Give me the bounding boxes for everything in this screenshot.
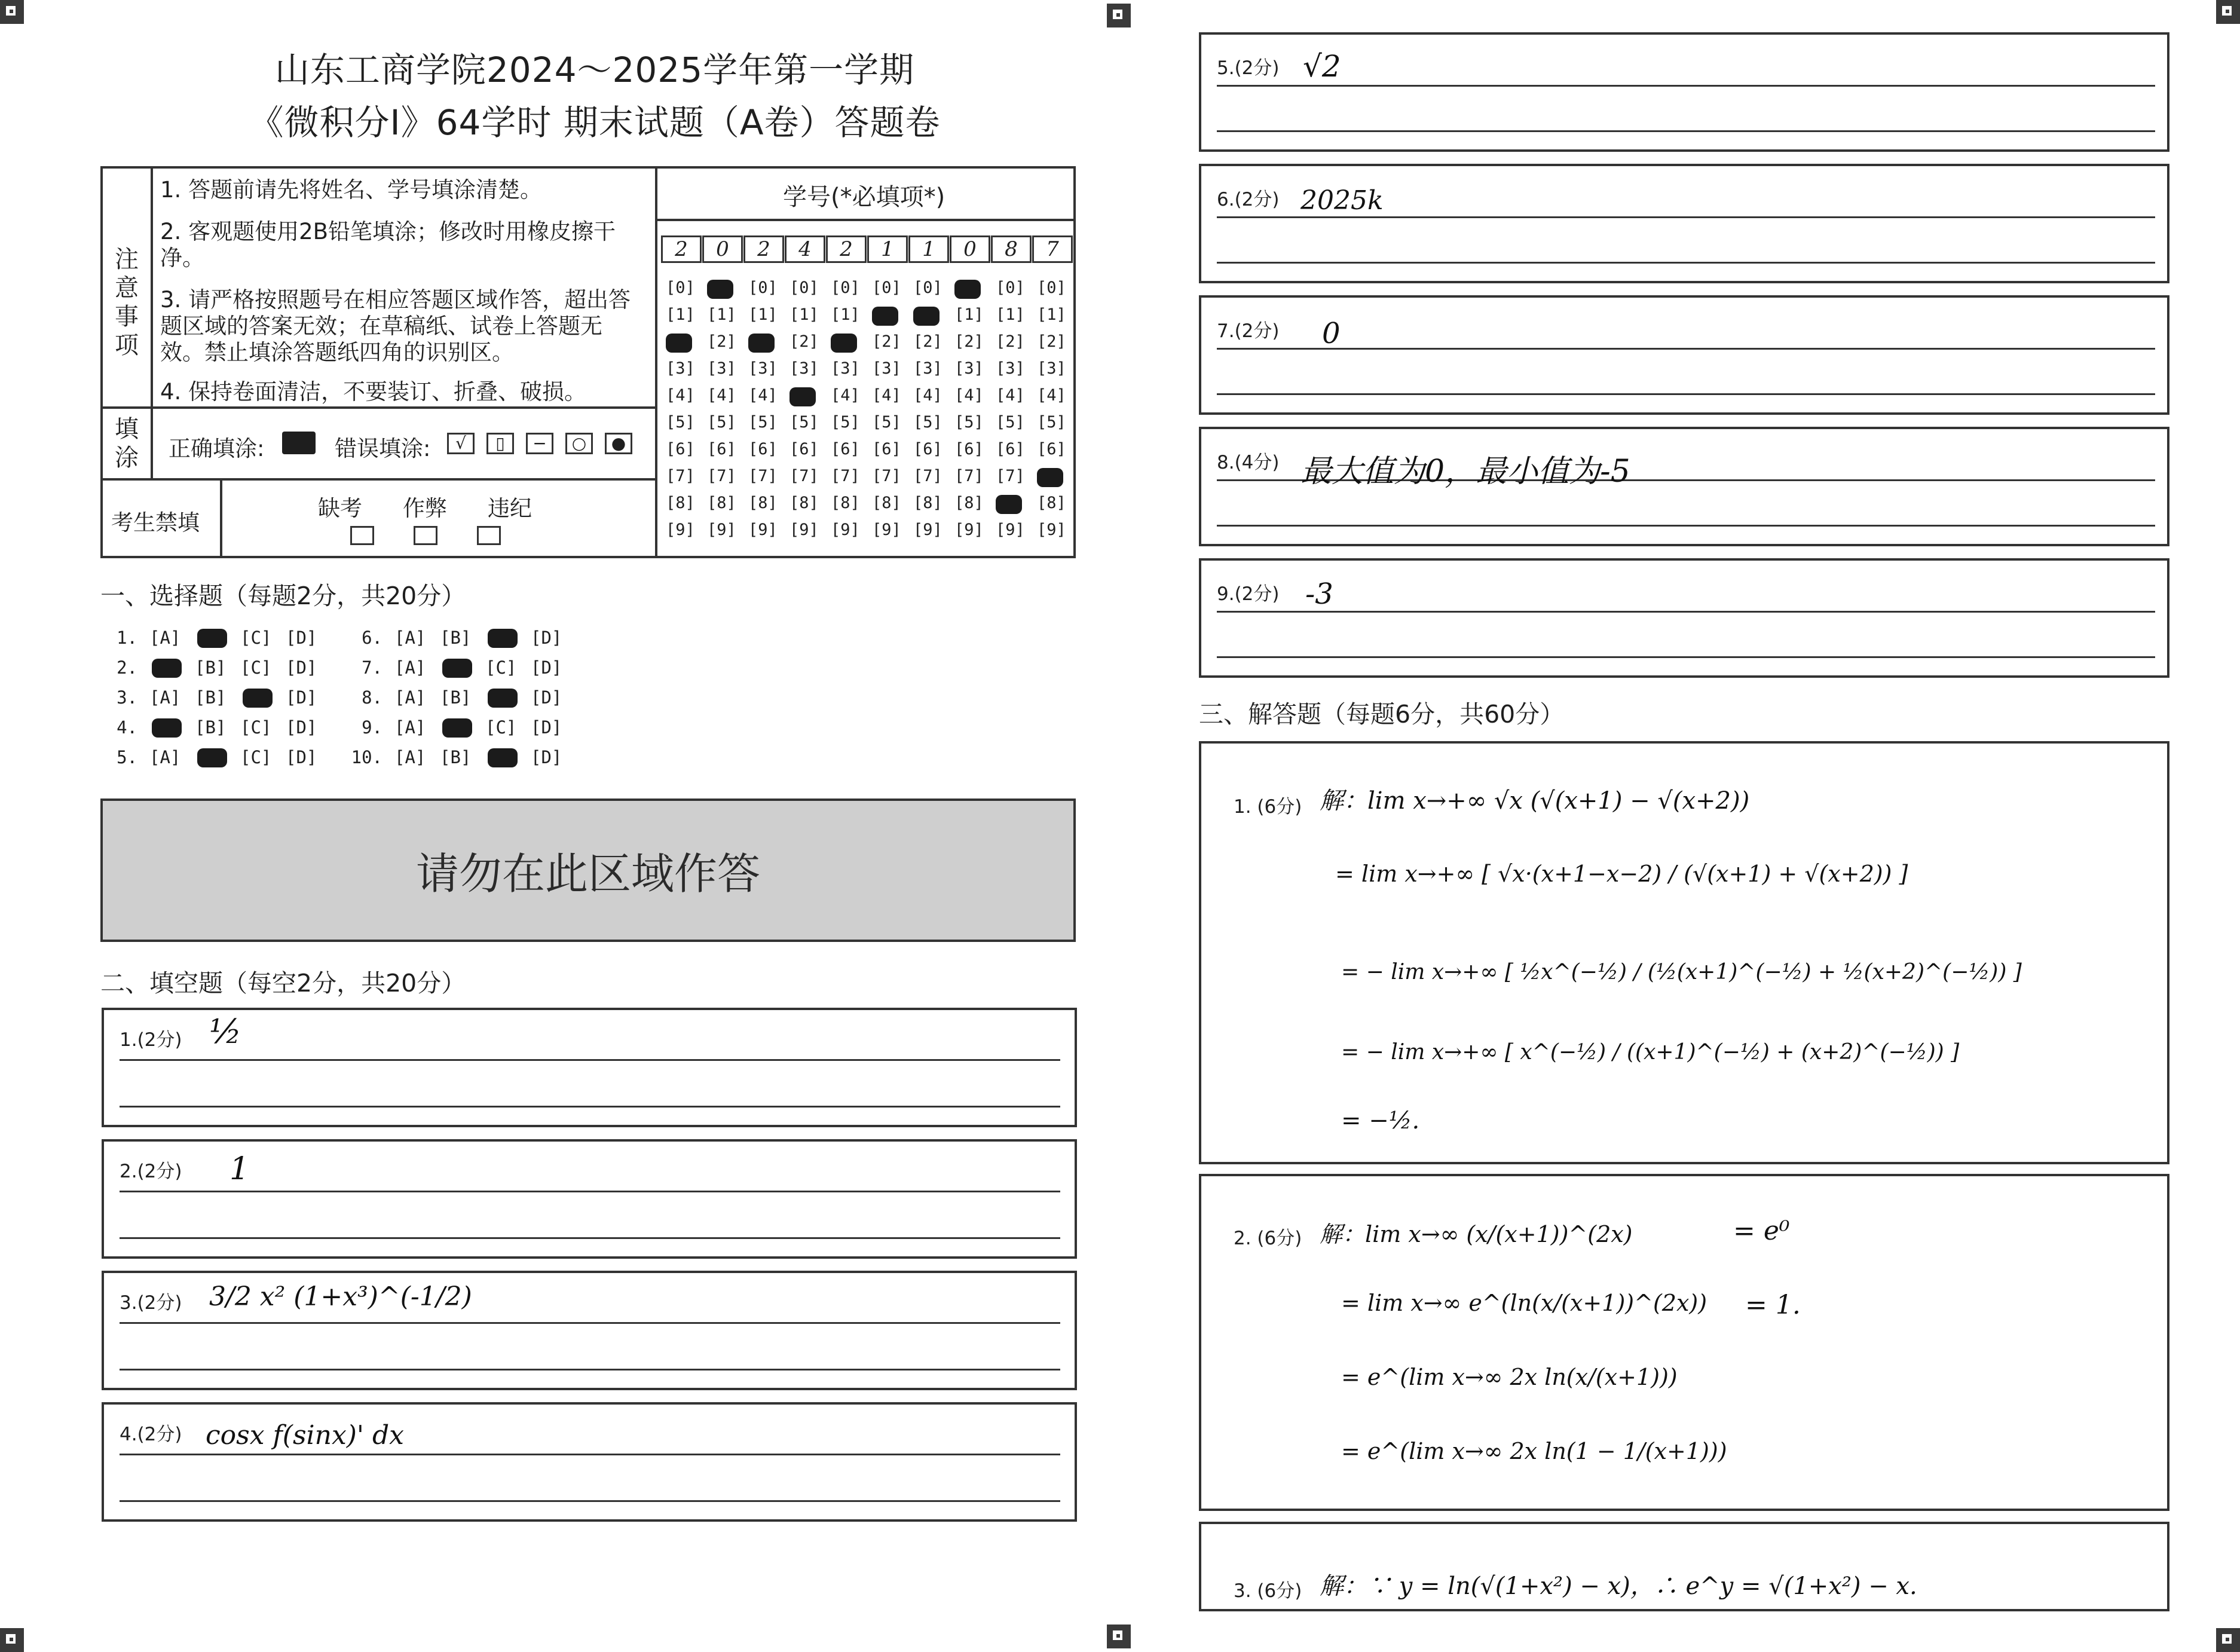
student-id-digit-cell[interactable]: 8 <box>991 235 1032 263</box>
mc-bubble[interactable]: [C] <box>240 628 272 648</box>
mc-bubble[interactable]: [A] <box>149 628 181 648</box>
mc-bubble-filled[interactable] <box>197 748 227 767</box>
student-id-digit-cell[interactable]: 2 <box>743 235 784 263</box>
exam-title: 山东工商学院2024～2025学年第一学期 <box>274 50 915 90</box>
no-write-area <box>100 799 1076 942</box>
student-id-bubble-filled[interactable] <box>831 334 857 353</box>
student-id-digit-cell[interactable]: 2 <box>661 235 702 263</box>
fill-side-label: 填涂 <box>115 415 139 472</box>
mc-bubble-filled[interactable] <box>488 748 518 767</box>
mc-bubble-filled[interactable] <box>442 718 472 738</box>
blank-label-7: 7.(2分) <box>1217 320 1280 342</box>
student-id-bubble[interactable]: [9] <box>1037 521 1066 539</box>
solution-1-line-5[interactable]: = −½. <box>1341 1107 1420 1134</box>
mc-bubble[interactable]: [B] <box>440 687 472 708</box>
answer-box-5 <box>1199 32 2169 152</box>
registration-mark-bottom-right <box>2216 1628 2240 1652</box>
student-id-bubble[interactable]: [8] <box>707 494 736 512</box>
correct-fill-sample <box>282 432 316 454</box>
mc-question-number: 6. <box>362 628 382 648</box>
mc-bubble[interactable]: [A] <box>149 687 181 708</box>
mc-bubble[interactable]: [C] <box>240 747 272 767</box>
student-id-digit-cell[interactable]: 1 <box>867 235 908 263</box>
mc-bubble[interactable]: [D] <box>531 628 562 648</box>
registration-mark-top-right <box>2216 0 2240 24</box>
student-id-bubble[interactable]: [3] <box>872 359 901 378</box>
answer-box-1 <box>102 1008 1077 1127</box>
mc-bubble[interactable]: [B] <box>440 747 472 767</box>
student-id-bubble[interactable]: [0] <box>996 279 1025 297</box>
solution-2-line-4[interactable]: = e^(lim x→∞ 2x ln(1 − 1/(x+1))) <box>1341 1438 1727 1464</box>
student-id-bubble[interactable]: [6] <box>954 440 984 458</box>
student-id-bubble[interactable]: [6] <box>913 440 942 458</box>
student-id-bubble-filled[interactable] <box>707 280 733 299</box>
student-id-bubble[interactable]: [7] <box>954 467 984 485</box>
absent-checkbox[interactable] <box>350 526 374 545</box>
answer-box-9 <box>1199 558 2169 678</box>
student-id-bubble-filled[interactable] <box>996 495 1022 514</box>
solution-1-line-1[interactable]: 解：lim x→+∞ √x (√(x+1) − √(x+2)) <box>1320 787 1750 815</box>
notice-rule-4: 4. 保持卷面清洁，不要装订、折叠、破损。 <box>160 379 587 405</box>
solution-1-line-3[interactable]: = − lim x→+∞ [ ½x^(−½) / (½(x+1)^(−½) + ½(x+2)^(−½)) ] <box>1341 960 2022 984</box>
student-id-bubble[interactable]: [5] <box>913 413 942 432</box>
student-id-bubble[interactable]: [2] <box>1037 332 1066 351</box>
mc-bubble[interactable]: [D] <box>286 687 317 708</box>
registration-mark-top-center <box>1107 4 1131 27</box>
student-id-bubble[interactable]: [3] <box>789 359 819 378</box>
student-id-bubble[interactable]: [3] <box>831 359 860 378</box>
solution-label-1: 1. (6分) <box>1234 796 1302 818</box>
cheat-label: 作弊 <box>403 495 447 521</box>
blank-answer-3[interactable]: 3/2 x² (1+x³)^(-1/2) <box>209 1281 472 1312</box>
student-id-bubble[interactable]: [9] <box>748 521 778 539</box>
solution-2-line-3[interactable]: = e^(lim x→∞ 2x ln(x/(x+1))) <box>1341 1364 1678 1390</box>
mc-question-number: 7. <box>362 657 382 678</box>
student-id-bubble[interactable]: [7] <box>666 467 695 485</box>
student-id-bubble[interactable]: [7] <box>707 467 736 485</box>
mc-bubble[interactable]: [D] <box>531 687 562 708</box>
student-id-bubble[interactable]: [9] <box>954 521 984 539</box>
student-id-bubble[interactable]: [2] <box>789 332 819 351</box>
mc-bubble-filled[interactable] <box>442 659 472 678</box>
mc-bubble[interactable]: [B] <box>195 657 227 678</box>
mc-bubble-filled[interactable] <box>243 689 273 708</box>
student-id-bubble[interactable]: [5] <box>996 413 1025 432</box>
notice-rule-3: 3. 请严格按照题号在相应答题区域作答，超出答题区域的答案无效；在草稿纸、试卷上答题无效。禁止填涂答题纸四角的识别区。 <box>160 287 631 365</box>
mc-bubble[interactable]: [D] <box>286 747 317 767</box>
student-id-digit-cell[interactable]: 7 <box>1032 235 1073 263</box>
student-id-bubble[interactable]: [5] <box>666 413 695 432</box>
solution-2-right-1[interactable]: = e⁰ <box>1733 1216 1790 1246</box>
correct-fill-label: 正确填涂: <box>169 436 265 461</box>
forbidden-label: 考生禁填 <box>111 510 200 536</box>
student-id-bubble[interactable]: [6] <box>707 440 736 458</box>
student-id-bubble[interactable]: [0] <box>1037 279 1066 297</box>
mc-bubble[interactable]: [A] <box>394 717 426 738</box>
student-id-bubble-filled[interactable] <box>748 334 775 353</box>
student-id-bubble[interactable]: [2] <box>872 332 901 351</box>
mc-bubble[interactable]: [C] <box>240 657 272 678</box>
student-id-bubble[interactable]: [3] <box>666 359 695 378</box>
mc-bubble[interactable]: [A] <box>394 687 426 708</box>
student-id-bubble-filled[interactable] <box>954 280 981 299</box>
student-id-bubble[interactable]: [5] <box>1037 413 1066 432</box>
wrong-mark-circle: ○ <box>565 433 593 454</box>
blank-answer-8[interactable]: 最大值为0，最小值为-5 <box>1300 454 1630 490</box>
student-id-bubble-filled[interactable] <box>1037 468 1063 487</box>
student-id-bubble-filled[interactable] <box>913 307 940 326</box>
solution-label-2: 2. (6分) <box>1234 1228 1302 1249</box>
student-id-bubble[interactable]: [4] <box>666 386 695 405</box>
mc-bubble[interactable]: [C] <box>485 717 517 738</box>
mc-bubble[interactable]: [A] <box>394 628 426 648</box>
student-id-bubble[interactable]: [8] <box>831 494 860 512</box>
mc-question-number: 10. <box>351 747 382 767</box>
mc-bubble[interactable]: [C] <box>485 657 517 678</box>
student-id-bubble[interactable]: [0] <box>748 279 778 297</box>
mc-bubble[interactable]: [D] <box>531 717 562 738</box>
blank-label-6: 6.(2分) <box>1217 189 1280 210</box>
student-id-bubble[interactable]: [7] <box>913 467 942 485</box>
student-id-bubble[interactable]: [2] <box>996 332 1025 351</box>
student-id-bubble[interactable]: [3] <box>954 359 984 378</box>
student-id-bubble[interactable]: [8] <box>913 494 942 512</box>
mc-bubble-filled[interactable] <box>197 629 227 648</box>
student-id-bubble[interactable]: [5] <box>872 413 901 432</box>
mc-bubble-filled[interactable] <box>152 718 182 738</box>
solution-2-line-2[interactable]: = lim x→∞ e^(ln(x/(x+1))^(2x)) <box>1341 1290 1707 1316</box>
student-id-bubble[interactable]: [6] <box>872 440 901 458</box>
student-id-bubble-filled[interactable] <box>666 334 692 353</box>
student-id-bubble[interactable]: [6] <box>748 440 778 458</box>
mc-bubble[interactable]: [A] <box>394 747 426 767</box>
notice-side-label: 注意事项 <box>115 246 139 359</box>
no-write-text: 请勿在此区域作答 <box>415 849 760 899</box>
student-id-bubble[interactable]: [7] <box>996 467 1025 485</box>
student-id-bubble[interactable]: [1] <box>1037 305 1066 324</box>
blank-label-9: 9.(2分) <box>1217 583 1280 605</box>
wrong-mark-dot: ● <box>605 433 632 454</box>
wrong-mark-partial: ▯ <box>486 433 514 454</box>
student-id-bubble[interactable]: [8] <box>1037 494 1066 512</box>
student-id-bubble[interactable]: [4] <box>872 386 901 405</box>
mc-bubble[interactable]: [A] <box>394 657 426 678</box>
student-id-bubble[interactable]: [6] <box>1037 440 1066 458</box>
student-id-bubble[interactable]: [5] <box>707 413 736 432</box>
student-id-digit-cell[interactable]: 4 <box>785 235 825 263</box>
blank-answer-4[interactable]: cosx f(sinx)' dx <box>206 1420 404 1451</box>
student-id-bubble[interactable]: [6] <box>996 440 1025 458</box>
student-id-bubble[interactable]: [9] <box>996 521 1025 539</box>
student-id-bubble-filled[interactable] <box>789 387 816 406</box>
absent-label: 缺考 <box>318 495 362 521</box>
blank-answer-2[interactable]: 1 <box>229 1151 250 1187</box>
student-id-bubble[interactable]: [4] <box>707 386 736 405</box>
student-id-bubble[interactable]: [9] <box>666 521 695 539</box>
mc-bubble[interactable]: [A] <box>149 747 181 767</box>
student-id-bubble[interactable]: [9] <box>913 521 942 539</box>
solution-1-line-4[interactable]: = − lim x→+∞ [ x^(−½) / ((x+1)^(−½) + (x+2)^(−½)) ] <box>1341 1040 1960 1064</box>
mc-bubble[interactable]: [D] <box>286 657 317 678</box>
student-id-digit-cell[interactable]: 2 <box>826 235 867 263</box>
mc-question-number: 2. <box>117 657 137 678</box>
answer-box-6 <box>1199 164 2169 283</box>
student-id-bubble[interactable]: [9] <box>707 521 736 539</box>
student-id-bubble[interactable]: [8] <box>666 494 695 512</box>
student-id-bubble[interactable]: [9] <box>872 521 901 539</box>
student-id-bubble[interactable]: [4] <box>996 386 1025 405</box>
registration-mark-bottom-left <box>0 1628 24 1652</box>
registration-mark-bottom-center <box>1107 1625 1131 1648</box>
student-id-bubble[interactable]: [4] <box>831 386 860 405</box>
student-id-bubble[interactable]: [7] <box>748 467 778 485</box>
mc-bubble[interactable]: [B] <box>195 717 227 738</box>
student-id-bubble[interactable]: [4] <box>954 386 984 405</box>
student-id-bubble[interactable]: [3] <box>748 359 778 378</box>
student-id-bubble[interactable]: [3] <box>913 359 942 378</box>
student-id-bubble[interactable]: [4] <box>1037 386 1066 405</box>
blank-answer-1[interactable]: ½ <box>209 1012 242 1051</box>
solution-3-line-1[interactable]: 解：∵ y = ln(√(1+x²) − x)，∴ e^y = √(1+x²) − x. <box>1320 1573 1917 1600</box>
mc-question-number: 8. <box>362 687 382 708</box>
student-id-bubble[interactable]: [7] <box>831 467 860 485</box>
cheat-checkbox[interactable] <box>414 526 437 545</box>
student-id-bubble[interactable]: [8] <box>872 494 901 512</box>
student-id-digit-cell[interactable]: 1 <box>908 235 949 263</box>
blank-label-3: 3.(2分) <box>120 1292 182 1314</box>
student-id-bubble[interactable]: [1] <box>748 305 778 324</box>
student-id-bubble[interactable]: [6] <box>831 440 860 458</box>
blank-answer-7[interactable]: 0 <box>1322 317 1341 350</box>
student-id-bubble[interactable]: [1] <box>954 305 984 324</box>
blank-label-8: 8.(4分) <box>1217 452 1280 473</box>
mc-question-number: 5. <box>117 747 137 767</box>
solution-label-3: 3. (6分) <box>1234 1580 1302 1602</box>
mc-bubble-filled[interactable] <box>488 629 518 648</box>
mc-bubble[interactable]: [D] <box>531 747 562 767</box>
mc-bubble[interactable]: [D] <box>286 628 317 648</box>
student-id-bubble[interactable]: [7] <box>789 467 819 485</box>
mc-question-number: 3. <box>117 687 137 708</box>
student-id-bubble[interactable]: [6] <box>666 440 695 458</box>
mc-bubble[interactable]: [C] <box>240 717 272 738</box>
student-id-bubble[interactable]: [1] <box>996 305 1025 324</box>
blank-answer-6[interactable]: 2025k <box>1300 185 1384 216</box>
blank-answer-9[interactable]: -3 <box>1305 577 1333 611</box>
student-id-bubble[interactable]: [0] <box>913 279 942 297</box>
violation-checkbox[interactable] <box>477 526 501 545</box>
student-id-bubble[interactable]: [9] <box>831 521 860 539</box>
student-id-bubble[interactable]: [8] <box>954 494 984 512</box>
student-id-header: 学号(*必填项*) <box>783 183 945 211</box>
answer-box-7 <box>1199 295 2169 415</box>
student-id-bubble[interactable]: [0] <box>872 279 901 297</box>
blank-label-1: 1.(2分) <box>120 1029 182 1051</box>
exam-subtitle: 《微积分I》64学时 期末试题（A卷）答题卷 <box>249 102 941 143</box>
student-id-bubble[interactable]: [6] <box>789 440 819 458</box>
student-id-bubble[interactable]: [8] <box>789 494 819 512</box>
student-id-bubble[interactable]: [2] <box>913 332 942 351</box>
solutions-heading: 三、解答题（每题6分，共60分） <box>1199 700 1565 729</box>
mc-bubble[interactable]: [D] <box>531 657 562 678</box>
student-id-bubble[interactable]: [3] <box>707 359 736 378</box>
student-id-bubble[interactable]: [4] <box>748 386 778 405</box>
student-id-bubble[interactable]: [0] <box>831 279 860 297</box>
student-id-bubble[interactable]: [1] <box>707 305 736 324</box>
student-id-bubble[interactable]: [3] <box>1037 359 1066 378</box>
multiple-choice-heading: 一、选择题（每题2分，共20分） <box>100 582 466 610</box>
mc-bubble[interactable]: [B] <box>440 628 472 648</box>
mc-bubble-filled[interactable] <box>152 659 182 678</box>
student-id-digit-cell[interactable]: 0 <box>950 235 990 263</box>
solution-1-line-2[interactable]: = lim x→+∞ [ √x·(x+1−x−2) / (√(x+1) + √(x+2)) ] <box>1335 861 1908 887</box>
student-id-bubble[interactable]: [1] <box>789 305 819 324</box>
solution-2-line-1[interactable]: 解：lim x→∞ (x/(x+1))^(2x) <box>1320 1221 1633 1247</box>
student-id-bubble[interactable]: [5] <box>954 413 984 432</box>
blank-label-4: 4.(2分) <box>120 1424 182 1445</box>
student-id-bubble[interactable]: [2] <box>707 332 736 351</box>
student-id-bubble[interactable]: [0] <box>666 279 695 297</box>
student-id-bubble[interactable]: [1] <box>831 305 860 324</box>
wrong-mark-check: √ <box>447 433 475 454</box>
student-id-digit-cell[interactable]: 0 <box>702 235 743 263</box>
registration-mark-top-left <box>0 0 24 24</box>
notice-rule-1: 1. 答题前请先将姓名、学号填涂清楚。 <box>160 177 543 203</box>
notice-rule-2: 2. 客观题使用2B铅笔填涂；修改时用橡皮擦干净。 <box>160 219 616 271</box>
student-id-bubble[interactable]: [1] <box>666 305 695 324</box>
student-id-bubble[interactable]: [2] <box>954 332 984 351</box>
wrong-fill-label: 错误填涂: <box>335 436 431 461</box>
student-id-bubble[interactable]: [5] <box>748 413 778 432</box>
mc-bubble-filled[interactable] <box>488 689 518 708</box>
student-id-bubble[interactable]: [9] <box>789 521 819 539</box>
solution-2-right-2[interactable]: = 1. <box>1745 1290 1801 1320</box>
student-id-bubble[interactable]: [5] <box>789 413 819 432</box>
mc-question-number: 4. <box>117 717 137 738</box>
student-id-bubble[interactable]: [0] <box>789 279 819 297</box>
violation-label: 违纪 <box>488 495 532 521</box>
student-id-bubble[interactable]: [8] <box>748 494 778 512</box>
student-id-bubble[interactable]: [4] <box>913 386 942 405</box>
wrong-mark-dash: − <box>526 433 553 454</box>
student-id-bubble[interactable]: [3] <box>996 359 1025 378</box>
mc-question-number: 1. <box>117 628 137 648</box>
mc-question-number: 9. <box>362 717 382 738</box>
student-id-bubble[interactable]: [5] <box>831 413 860 432</box>
blank-label-5: 5.(2分) <box>1217 57 1280 79</box>
mc-bubble[interactable]: [D] <box>286 717 317 738</box>
fill-blank-heading: 二、填空题（每空2分，共20分） <box>100 969 466 998</box>
student-id-bubble[interactable]: [7] <box>872 467 901 485</box>
blank-answer-5[interactable]: √2 <box>1303 49 1341 84</box>
blank-label-2: 2.(2分) <box>120 1161 182 1182</box>
student-id-bubble-filled[interactable] <box>872 307 898 326</box>
mc-bubble[interactable]: [B] <box>195 687 227 708</box>
